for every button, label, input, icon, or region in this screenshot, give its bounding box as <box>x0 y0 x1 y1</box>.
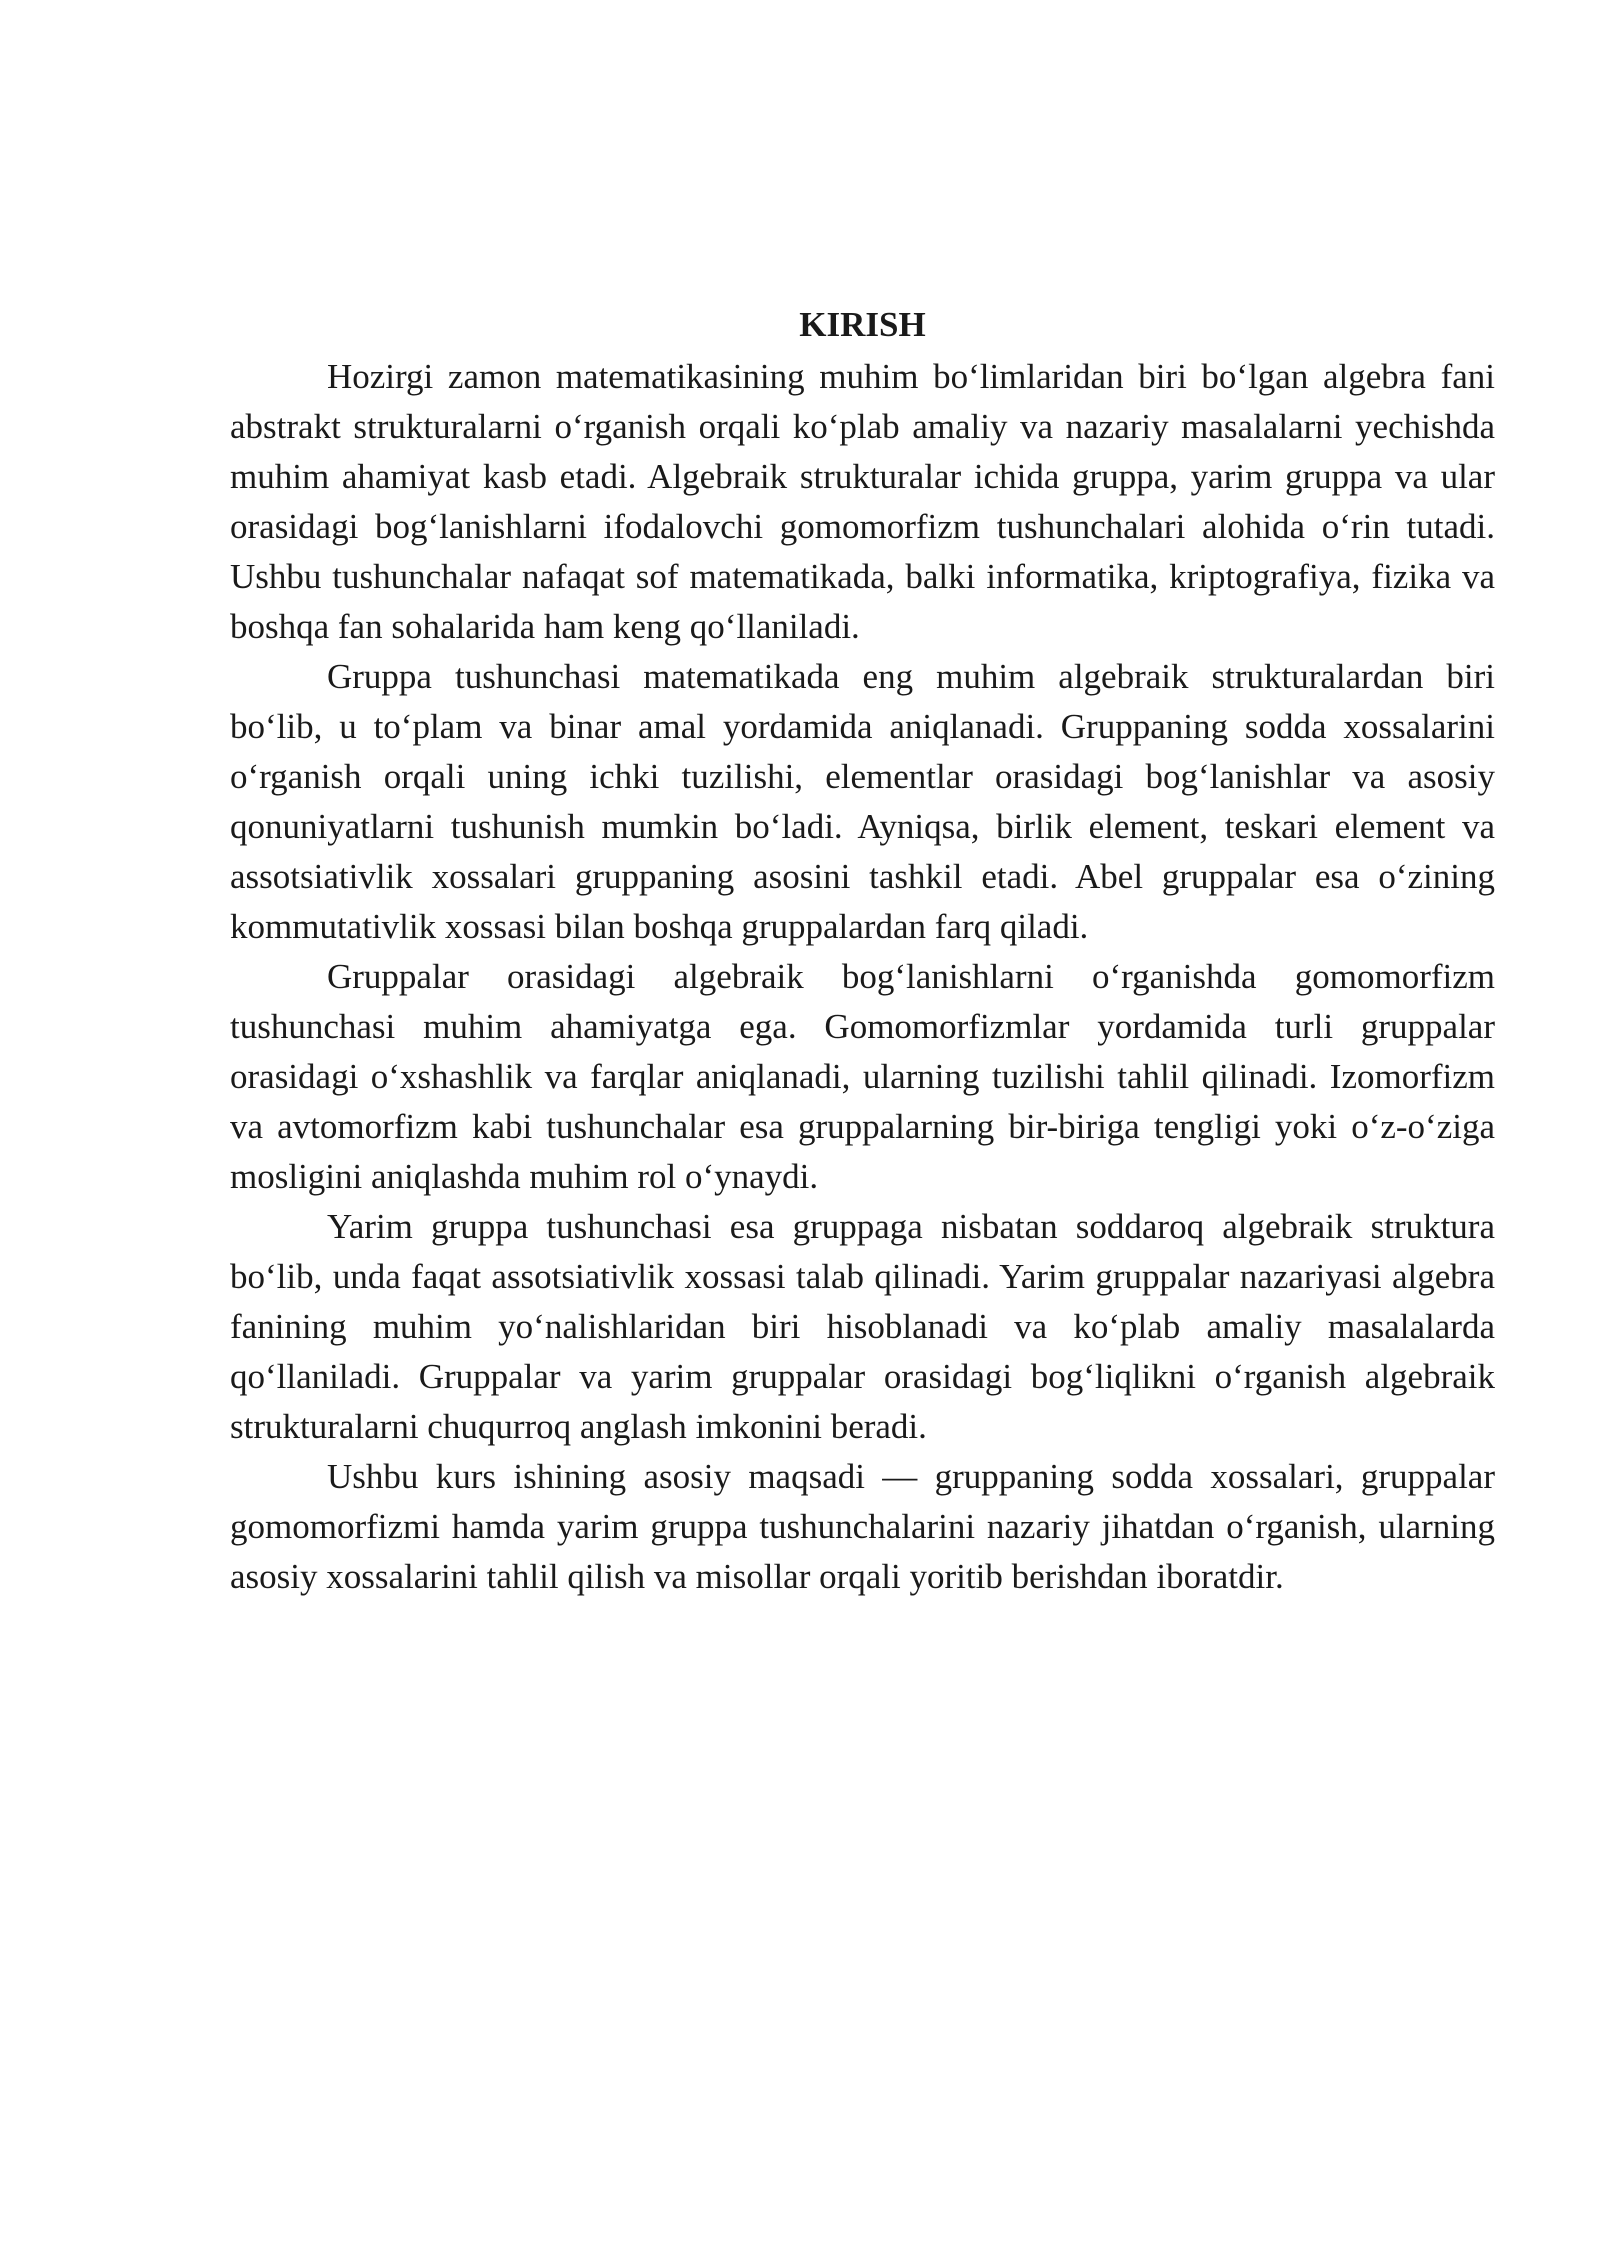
document-page <box>230 300 1495 1602</box>
paragraph-5: Ushbu kurs ishining asosiy maqsadi — gruppaning sodda xossalari, gruppalar gomomorfizmi hamda yarim gruppa tushunchalarini nazariy jihatdan o‘rganish, ularning asosiy xossalarini tahlil qilish va misollar orqali yoritib berishdan iboratdir. <box>230 1457 1495 1596</box>
paragraph-4: Yarim gruppa tushunchasi esa gruppaga nisbatan soddaroq algebraik struktura bo‘lib, unda faqat assotsiativlik xossasi talab qilinadi. Yarim gruppalar nazariyasi algebra fanining muhim yo‘nalishlaridan biri hisoblanadi va ko‘plab amaliy masalalarda qo‘llaniladi. Gruppalar va yarim gruppalar orasidagi bog‘liqlikni o‘rganish algebraik strukturalarni chuqurroq anglash imkonini beradi. <box>230 1207 1495 1446</box>
paragraph-3: Gruppalar orasidagi algebraik bog‘lanishlarni o‘rganishda gomomorfizm tushunchasi muhim ahamiyatga ega. Gomomorfizmlar yordamida turli gruppalar orasidagi o‘xshashlik va farqlar aniqlanadi, ularning tuzilishi tahlil qilinadi. Izomorfizm va avtomorfizm kabi tushunchalar esa gruppalarning bir-biriga tengligi yoki o‘z-o‘ziga mosligini aniqlashda muhim rol o‘ynaydi. <box>230 957 1495 1196</box>
paragraph-1: Hozirgi zamon matematikasining muhim bo‘limlaridan biri bo‘lgan algebra fani abstrakt strukturalarni o‘rganish orqali ko‘plab amaliy va nazariy masalalarni yechishda muhim ahamiyat kasb etadi. Algebraik strukturalar ichida gruppa, yarim gruppa va ular orasidagi bog‘lanishlarni ifodalovchi gomomorfizm tushunchalari alohida o‘rin tutadi. Ushbu tushunchalar nafaqat sof matematikada, balki informatika, kriptografiya, fizika va boshqa fan sohalarida ham keng qo‘llaniladi. <box>230 357 1495 646</box>
paragraph-2: Gruppa tushunchasi matematikada eng muhim algebraik strukturalardan biri bo‘lib, u to‘plam va binar amal yordamida aniqlanadi. Gruppaning sodda xossalarini o‘rganish orqali uning ichki tuzilishi, elementlar orasidagi bog‘lanishlar va asosiy qonuniyatlarni tushunish mumkin bo‘ladi. Ayniqsa, birlik element, teskari element va assotsiativlik xossalari gruppaning asosini tashkil etadi. Abel gruppalar esa o‘zining kommutativlik xossasi bilan boshqa gruppalardan farq qiladi. <box>230 657 1495 946</box>
document-title: KIRISH <box>799 305 926 344</box>
